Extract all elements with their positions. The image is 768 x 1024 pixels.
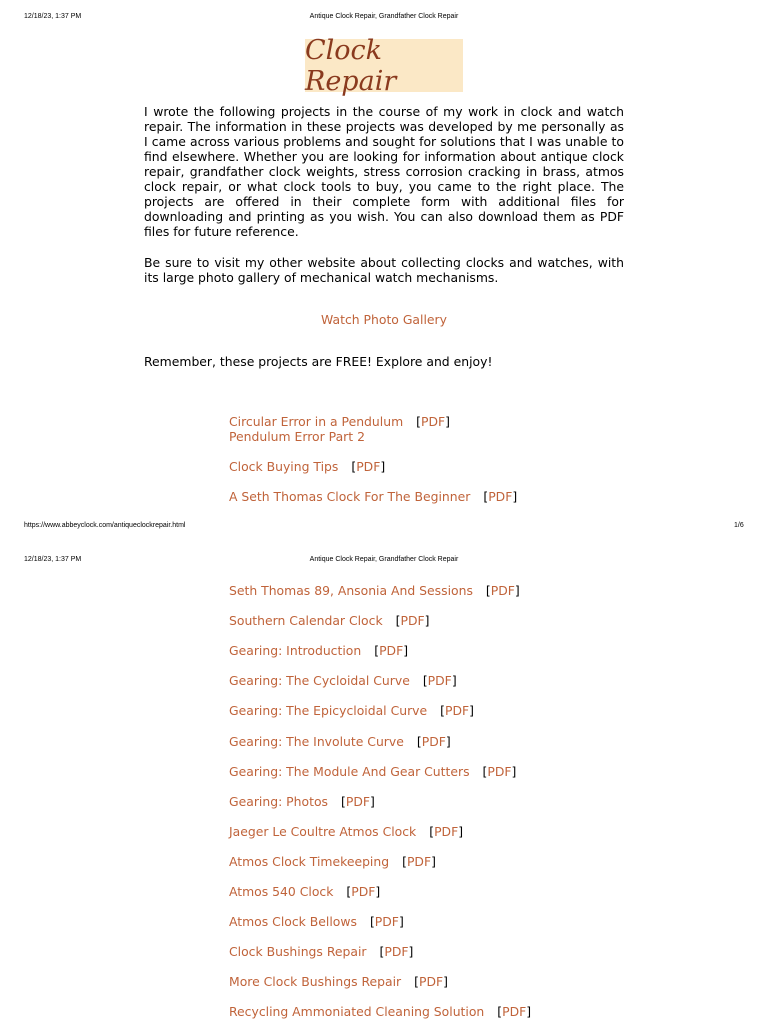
project-item: Recycling Ammoniated Cleaning Solution [PDF] (229, 1004, 532, 1019)
pdf-link[interactable]: PDF (400, 613, 425, 628)
project-link[interactable]: Circular Error in a Pendulum (229, 414, 404, 429)
project-link[interactable]: Clock Bushings Repair (229, 944, 367, 959)
project-link[interactable]: Recycling Ammoniated Cleaning Solution (229, 1004, 485, 1019)
project-item: Gearing: Introduction [PDF] (229, 643, 409, 658)
pdf-link[interactable]: PDF (356, 459, 381, 474)
project-link[interactable]: Gearing: Introduction (229, 643, 362, 658)
pdf-link[interactable]: PDF (427, 673, 452, 688)
print-title-page-2: Antique Clock Repair, Grandfather Clock Repair (309, 556, 459, 563)
print-page-number: 1/6 (734, 522, 744, 529)
pdf-link[interactable]: PDF (384, 944, 409, 959)
pdf-link[interactable]: PDF (502, 1004, 527, 1019)
project-item: More Clock Bushings Repair [PDF] (229, 974, 448, 989)
pdf-link[interactable]: PDF (374, 914, 399, 929)
project-item: Circular Error in a Pendulum [PDF] (229, 414, 450, 429)
project-item: Seth Thomas 89, Ansonia And Sessions [PDF] (229, 583, 520, 598)
pdf-link[interactable]: PDF (490, 583, 515, 598)
pdf-link[interactable]: PDF (488, 489, 513, 504)
pdf-link[interactable]: PDF (419, 974, 444, 989)
project-link[interactable]: Gearing: The Cycloidal Curve (229, 673, 410, 688)
project-link[interactable]: More Clock Bushings Repair (229, 974, 402, 989)
project-link[interactable]: Seth Thomas 89, Ansonia And Sessions (229, 583, 473, 598)
intro-paragraph: I wrote the following projects in the course of my work in clock and watch repair. The information in these projects was developed by me personally as I came across various problems and sought for solutions that I was unable to find elsewhere. Whether you are looking for information about antique clock repair, grandfather clock weights, stress corrosion cracking in brass, atmos clock repair, or what clock tools to buy, you came to the right place. The projects are offered in their complete form with additional files for downloading and printing as you wish. You can also download them as PDF files for future reference. (144, 104, 624, 239)
print-datetime: 12/18/23, 1:37 PM (24, 13, 82, 20)
project-item: Atmos Clock Bellows [PDF] (229, 914, 404, 929)
pdf-link[interactable]: PDF (406, 854, 432, 869)
print-title: Antique Clock Repair, Grandfather Clock Repair (309, 13, 459, 20)
print-datetime-page-2: 12/18/23, 1:37 PM (24, 556, 82, 563)
pdf-link[interactable]: PDF (379, 643, 404, 658)
project-item: Atmos 540 Clock [PDF] (229, 884, 381, 899)
project-item: Southern Calendar Clock [PDF] (229, 613, 430, 628)
project-link[interactable]: Jaeger Le Coultre Atmos Clock (229, 824, 417, 839)
pdf-link[interactable]: PDF (434, 824, 459, 839)
project-link[interactable]: A Seth Thomas Clock For The Beginner (229, 489, 471, 504)
project-item: Clock Bushings Repair [PDF] (229, 944, 414, 959)
project-item: A Seth Thomas Clock For The Beginner [PDF] (229, 489, 518, 504)
project-item: Gearing: Photos [PDF] (229, 794, 375, 809)
project-item (229, 429, 365, 444)
project-link[interactable]: Gearing: The Module And Gear Cutters (229, 764, 470, 779)
project-link[interactable]: Pendulum Error Part 2 (229, 429, 365, 444)
pdf-link[interactable]: PDF (444, 703, 470, 718)
print-url: https://www.abbeyclock.com/antiqueclockrepair.html (24, 522, 186, 529)
project-link[interactable]: Gearing: The Epicycloidal Curve (229, 703, 428, 718)
project-link[interactable]: Atmos Clock Bellows (229, 914, 357, 929)
project-item: Gearing: The Cycloidal Curve [PDF] (229, 673, 457, 688)
pdf-link[interactable]: PDF (421, 734, 446, 749)
project-link[interactable]: Clock Buying Tips (229, 459, 339, 474)
watch-photo-gallery-link[interactable]: Watch Photo Gallery (321, 312, 447, 327)
project-link[interactable]: Southern Calendar Clock (229, 613, 383, 628)
project-link[interactable]: Gearing: Photos (229, 794, 328, 809)
logo-text: Clock Repair (305, 34, 397, 97)
project-item: Atmos Clock Timekeeping [PDF] (229, 854, 436, 869)
pdf-link[interactable]: PDF (487, 764, 512, 779)
project-item: Clock Buying Tips [PDF] (229, 459, 386, 474)
clock-repair-logo (305, 34, 463, 97)
remember-text: Remember, these projects are FREE! Explore and enjoy! (144, 354, 493, 369)
pdf-link[interactable]: PDF (421, 414, 446, 429)
project-link[interactable]: Atmos 540 Clock (229, 884, 334, 899)
visit-paragraph: Be sure to visit my other website about collecting clocks and watches, with its large photo gallery of mechanical watch mechanisms. (144, 255, 624, 285)
project-link[interactable]: Gearing: The Involute Curve (229, 734, 404, 749)
project-item: Gearing: The Module And Gear Cutters [PDF] (229, 764, 517, 779)
project-item: Jaeger Le Coultre Atmos Clock [PDF] (229, 824, 464, 839)
project-item: Gearing: The Involute Curve [PDF] (229, 734, 451, 749)
pdf-link[interactable]: PDF (351, 884, 376, 899)
project-item: Gearing: The Epicycloidal Curve [PDF] (229, 703, 474, 718)
project-link[interactable]: Atmos Clock Timekeeping (229, 854, 390, 869)
pdf-link[interactable]: PDF (345, 794, 370, 809)
